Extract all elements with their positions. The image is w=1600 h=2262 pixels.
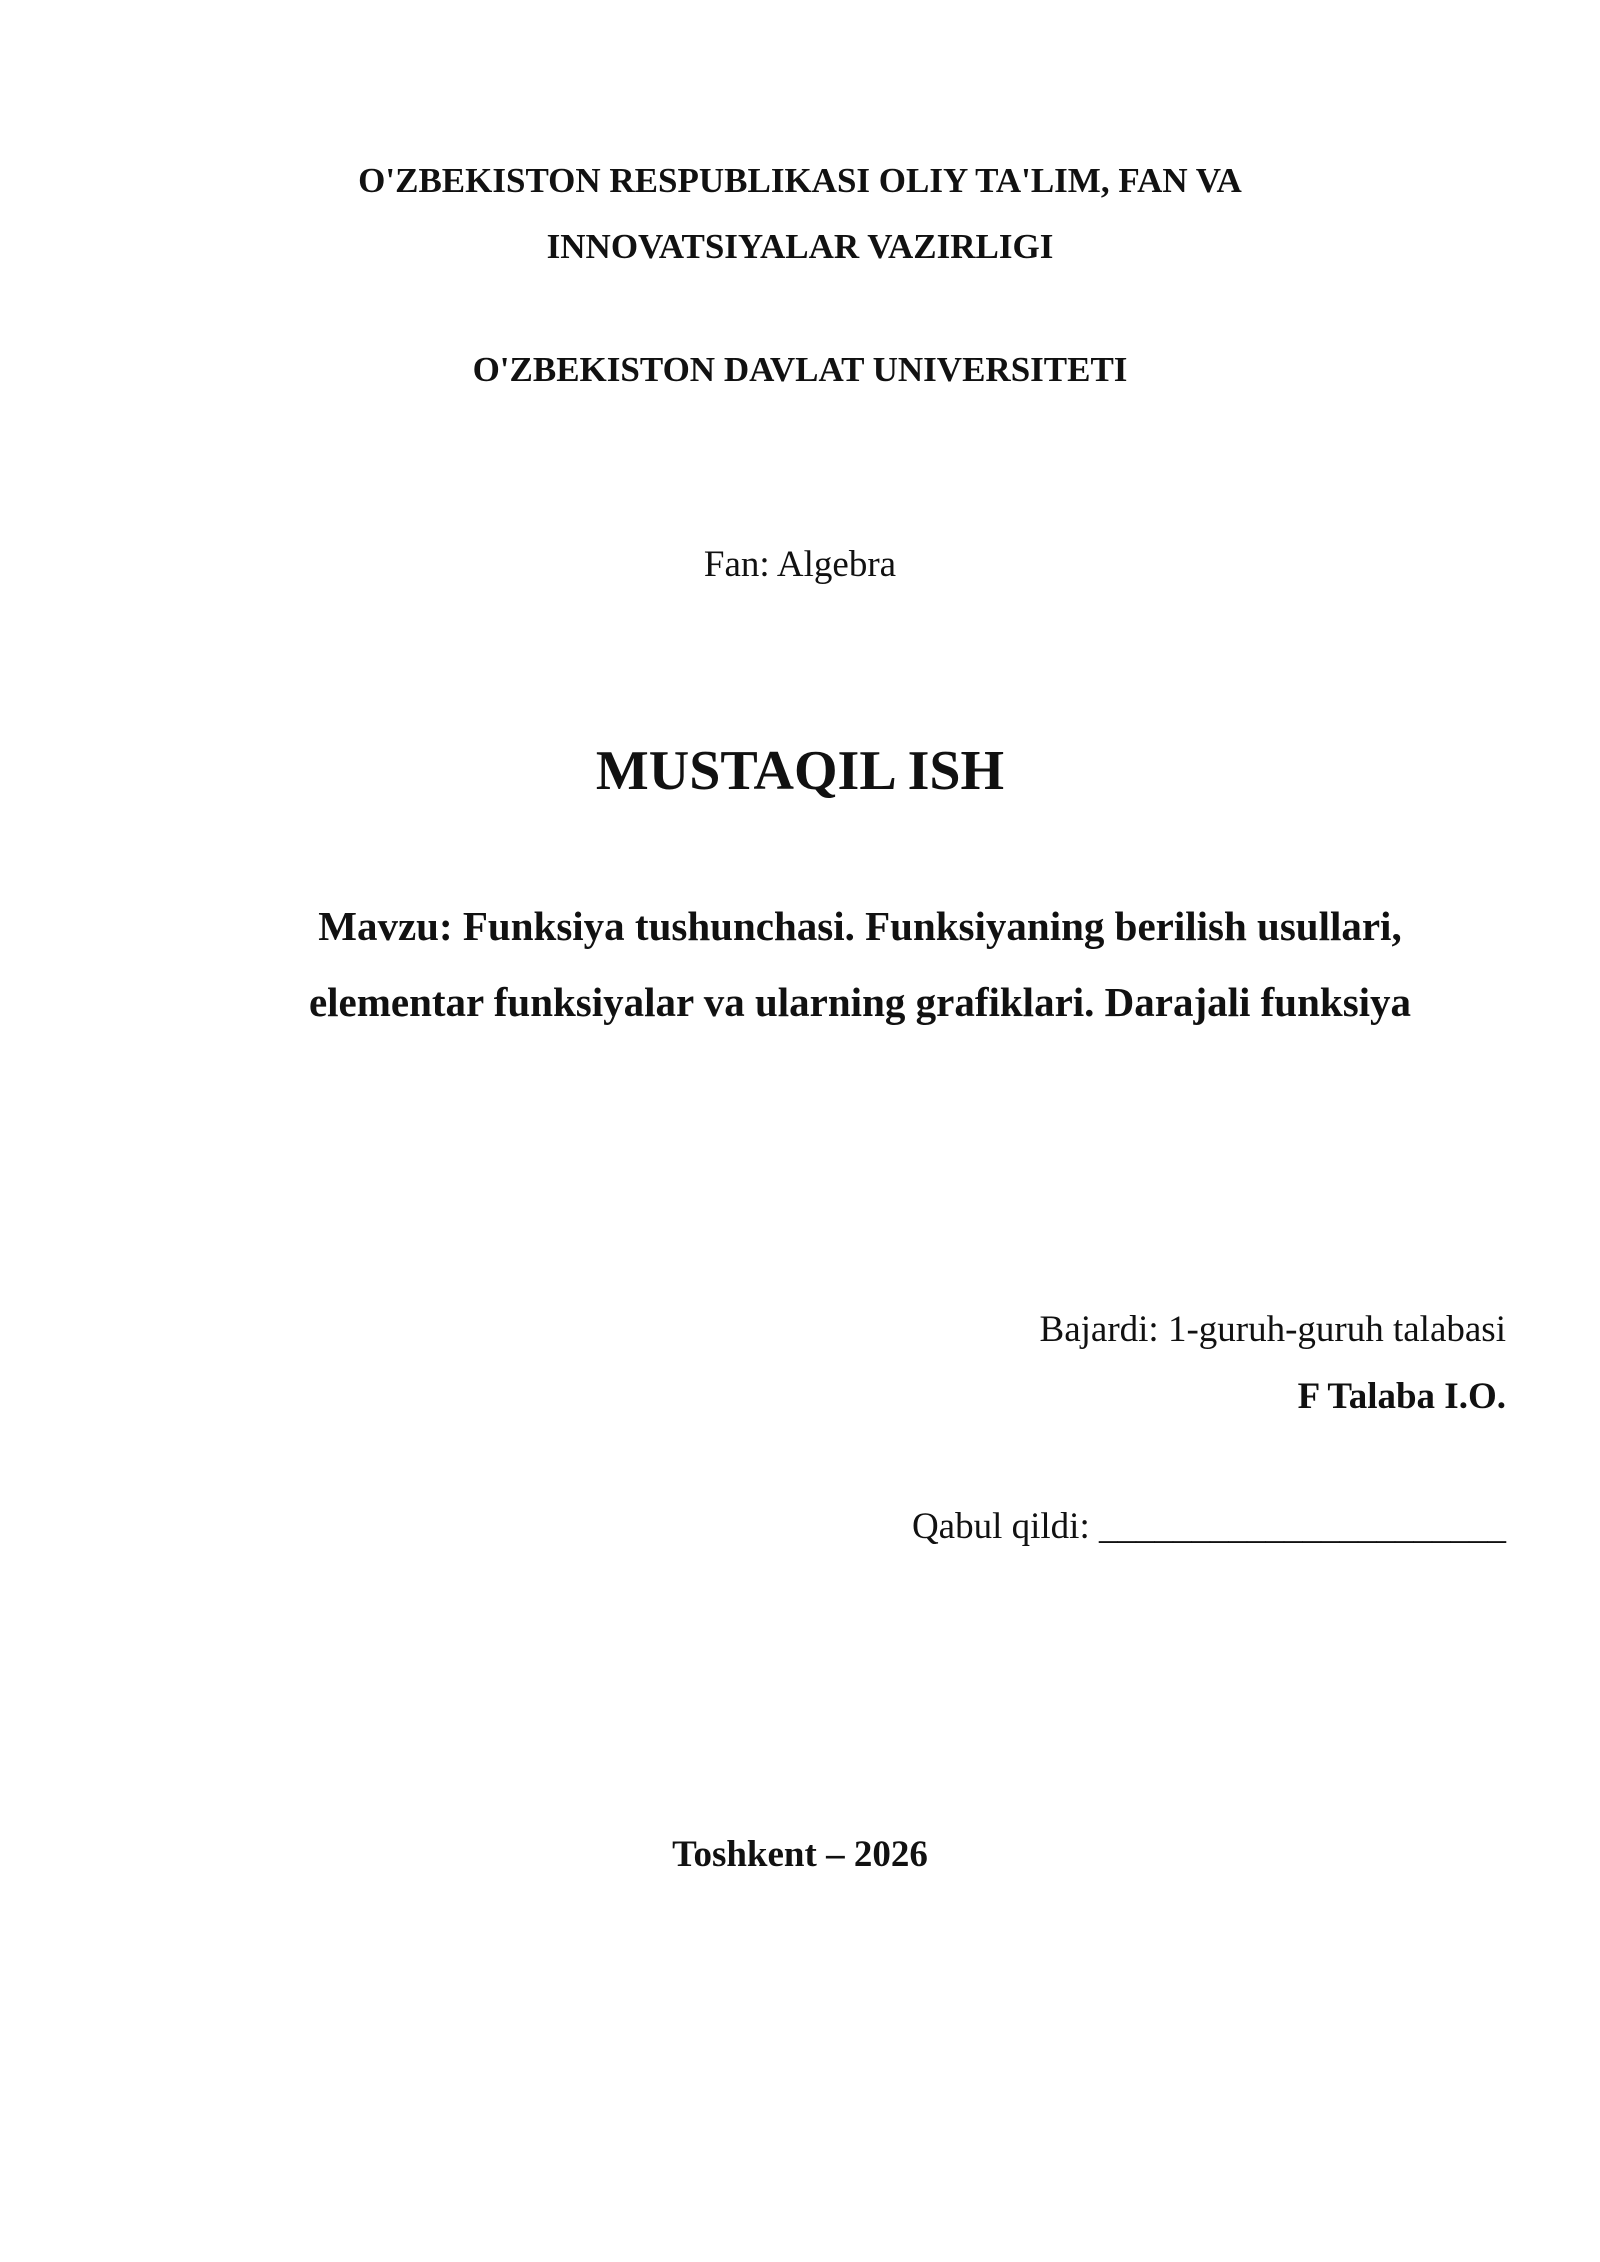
- accepted-by-line: Qabul qildi: ______________________: [911, 1506, 1506, 1547]
- city-year-footer: Toshkent – 2026: [672, 1834, 928, 1875]
- subject-line: Fan: Algebra: [703, 544, 897, 585]
- ministry-line-1: O'ZBEKISTON RESPUBLIKASI OLIY TA'LIM, FAN VA: [358, 161, 1242, 200]
- student-name: F Talaba I.O.: [1297, 1376, 1506, 1417]
- topic-line-2: elementar funksiyalar va ularning grafiklari. Darajali funksiya: [308, 979, 1412, 1025]
- work-type-title: MUSTAQIL ISH: [595, 740, 1005, 802]
- topic-heading: [230, 888, 1490, 1040]
- ministry-heading: [0, 148, 1600, 280]
- ministry-line-2: INNOVATSIYALAR VAZIRLIGI: [546, 227, 1054, 266]
- university-heading: O'ZBEKISTON DAVLAT UNIVERSITETI: [472, 350, 1128, 389]
- performed-by-line: Bajardi: 1-guruh-guruh talabasi: [1039, 1309, 1506, 1350]
- topic-line-1: Mavzu: Funksiya tushunchasi. Funksiyaning berilish usullari,: [318, 903, 1402, 949]
